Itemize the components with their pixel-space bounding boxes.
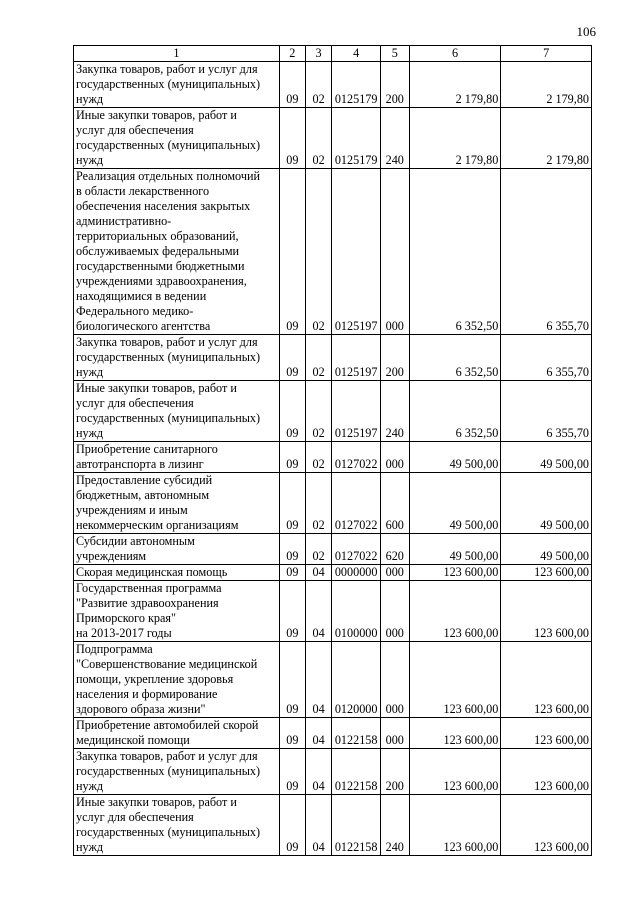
header-col-7: 7 [501, 46, 592, 62]
row-name-line: государственных (муниципальных) [76, 350, 261, 364]
row-name-line: Субсидии автономным [76, 534, 195, 548]
row-name-line: административно- [76, 214, 172, 228]
expense-type-code: 000 [380, 442, 409, 473]
subsection-code: 04 [305, 749, 332, 795]
table-row [74, 169, 592, 335]
target-article-code: 0127022 [332, 442, 380, 473]
expense-type-code: 200 [380, 749, 409, 795]
amount-col-6: 2 179,80 [409, 108, 501, 169]
target-article-code: 0100000 [332, 581, 380, 642]
amount-col-6: 49 500,00 [409, 442, 501, 473]
table-row [74, 795, 592, 856]
row-name-line: государственных (муниципальных) [76, 825, 261, 839]
amount-col-6: 123 600,00 [409, 795, 501, 856]
budget-table [73, 45, 592, 856]
amount-col-6: 6 352,50 [409, 335, 501, 381]
amount-col-7: 6 355,70 [501, 169, 592, 335]
target-article-code: 0125197 [332, 335, 380, 381]
row-name [74, 169, 280, 335]
section-code: 09 [279, 795, 305, 856]
row-name-line: услуг для обеспечения [76, 123, 194, 137]
row-name-line: Предоставление субсидий [76, 473, 213, 487]
subsection-code: 04 [305, 565, 332, 581]
row-name-line: учреждениями здравоохранения, [76, 274, 247, 288]
row-name [74, 642, 280, 718]
row-name-line: нужд [76, 840, 104, 854]
subsection-code: 02 [305, 534, 332, 565]
row-name [74, 795, 280, 856]
section-code: 09 [279, 335, 305, 381]
table-row [74, 749, 592, 795]
expense-type-code: 000 [380, 169, 409, 335]
row-name [74, 718, 280, 749]
target-article-code: 0122158 [332, 795, 380, 856]
row-name [74, 442, 280, 473]
amount-col-7: 49 500,00 [501, 442, 592, 473]
header-col-4: 4 [332, 46, 380, 62]
row-name-line: населения и формирование [76, 687, 218, 701]
subsection-code: 02 [305, 108, 332, 169]
row-name-line: Государственная программа [76, 581, 222, 595]
amount-col-6: 49 500,00 [409, 473, 501, 534]
row-name [74, 108, 280, 169]
amount-col-7: 123 600,00 [501, 581, 592, 642]
amount-col-7: 123 600,00 [501, 749, 592, 795]
section-code: 09 [279, 718, 305, 749]
subsection-code: 04 [305, 795, 332, 856]
row-name-line: государственными бюджетными [76, 259, 245, 273]
subsection-code: 02 [305, 473, 332, 534]
amount-col-7: 6 355,70 [501, 335, 592, 381]
subsection-code: 02 [305, 62, 332, 108]
section-code: 09 [279, 108, 305, 169]
amount-col-7: 123 600,00 [501, 642, 592, 718]
expense-type-code: 200 [380, 335, 409, 381]
target-article-code: 0127022 [332, 534, 380, 565]
row-name-line: государственных (муниципальных) [76, 764, 261, 778]
amount-col-7: 2 179,80 [501, 62, 592, 108]
table-row [74, 62, 592, 108]
expense-type-code: 240 [380, 108, 409, 169]
row-name-line: некоммерческим организациям [76, 518, 239, 532]
section-code: 09 [279, 565, 305, 581]
amount-col-6: 6 352,50 [409, 381, 501, 442]
section-code: 09 [279, 442, 305, 473]
amount-col-7: 49 500,00 [501, 473, 592, 534]
row-name-line: Приобретение санитарного [76, 442, 218, 456]
subsection-code: 02 [305, 381, 332, 442]
row-name-line: Приморского края" [76, 611, 176, 625]
row-name [74, 581, 280, 642]
subsection-code: 02 [305, 335, 332, 381]
target-article-code: 0000000 [332, 565, 380, 581]
header-col-6: 6 [409, 46, 501, 62]
target-article-code: 0125179 [332, 62, 380, 108]
section-code: 09 [279, 749, 305, 795]
amount-col-6: 123 600,00 [409, 718, 501, 749]
subsection-code: 04 [305, 642, 332, 718]
expense-type-code: 600 [380, 473, 409, 534]
row-name-line: "Совершенствование медицинской [76, 657, 258, 671]
target-article-code: 0125197 [332, 169, 380, 335]
expense-type-code: 200 [380, 62, 409, 108]
header-col-3: 3 [305, 46, 332, 62]
target-article-code: 0122158 [332, 718, 380, 749]
row-name-line: Скорая медицинская помощь [76, 565, 228, 579]
table-row [74, 108, 592, 169]
row-name-line: "Развитие здравоохранения [76, 596, 219, 610]
row-name-line: на 2013-2017 годы [76, 626, 172, 640]
row-name-line: государственных (муниципальных) [76, 77, 261, 91]
row-name-line: учреждениям и иным [76, 503, 188, 517]
table-row [74, 335, 592, 381]
row-name-line: медицинской помощи [76, 733, 190, 747]
subsection-code: 04 [305, 581, 332, 642]
row-name-line: Закупка товаров, работ и услуг для [76, 335, 258, 349]
row-name-line: Иные закупки товаров, работ и [76, 795, 237, 809]
header-col-2: 2 [279, 46, 305, 62]
amount-col-6: 2 179,80 [409, 62, 501, 108]
row-name-line: услуг для обеспечения [76, 396, 194, 410]
expense-type-code: 000 [380, 581, 409, 642]
target-article-code: 0127022 [332, 473, 380, 534]
amount-col-6: 123 600,00 [409, 749, 501, 795]
row-name-line: Иные закупки товаров, работ и [76, 381, 237, 395]
amount-col-7: 123 600,00 [501, 565, 592, 581]
row-name-line: нужд [76, 153, 104, 167]
row-name-line: нужд [76, 426, 104, 440]
expense-type-code: 620 [380, 534, 409, 565]
amount-col-6: 6 352,50 [409, 169, 501, 335]
row-name-line: Федерального медико- [76, 304, 194, 318]
row-name [74, 749, 280, 795]
amount-col-7: 6 355,70 [501, 381, 592, 442]
row-name-line: здорового образа жизни" [76, 702, 206, 716]
section-code: 09 [279, 642, 305, 718]
row-name-line: Подпрограмма [76, 642, 153, 656]
subsection-code: 04 [305, 718, 332, 749]
row-name-line: территориальных образований, [76, 229, 239, 243]
subsection-code: 02 [305, 169, 332, 335]
table-row [74, 473, 592, 534]
expense-type-code: 240 [380, 795, 409, 856]
row-name-line: нужд [76, 779, 104, 793]
header-col-1: 1 [74, 46, 280, 62]
row-name-line: автотранспорта в лизинг [76, 457, 204, 471]
amount-col-7: 123 600,00 [501, 718, 592, 749]
row-name-line: нужд [76, 92, 104, 106]
row-name-line: бюджетным, автономным [76, 488, 210, 502]
row-name-line: Иные закупки товаров, работ и [76, 108, 237, 122]
row-name-line: помощи, укрепление здоровья [76, 672, 234, 686]
row-name [74, 565, 280, 581]
page-number: 106 [576, 24, 596, 39]
row-name [74, 62, 280, 108]
table-row [74, 581, 592, 642]
expense-type-code: 000 [380, 642, 409, 718]
row-name-line: Приобретение автомобилей скорой [76, 718, 259, 732]
row-name-line: Реализация отдельных полномочий [76, 169, 261, 183]
header-row [74, 46, 592, 62]
table-row [74, 565, 592, 581]
row-name-line: учреждениям [76, 549, 147, 563]
row-name-line: в области лекарственного [76, 184, 210, 198]
subsection-code: 02 [305, 442, 332, 473]
row-name [74, 534, 280, 565]
amount-col-7: 49 500,00 [501, 534, 592, 565]
section-code: 09 [279, 534, 305, 565]
table-row [74, 534, 592, 565]
header-col-5: 5 [380, 46, 409, 62]
table-row [74, 381, 592, 442]
target-article-code: 0122158 [332, 749, 380, 795]
row-name-line: Закупка товаров, работ и услуг для [76, 749, 258, 763]
row-name-line: государственных (муниципальных) [76, 138, 261, 152]
row-name-line: обеспечения населения закрытых [76, 199, 251, 213]
row-name [74, 335, 280, 381]
target-article-code: 0125179 [332, 108, 380, 169]
section-code: 09 [279, 473, 305, 534]
table-row [74, 642, 592, 718]
target-article-code: 0120000 [332, 642, 380, 718]
amount-col-6: 123 600,00 [409, 581, 501, 642]
expense-type-code: 000 [380, 565, 409, 581]
row-name-line: нужд [76, 365, 104, 379]
expense-type-code: 000 [380, 718, 409, 749]
row-name-line: находящимися в ведении [76, 289, 207, 303]
section-code: 09 [279, 381, 305, 442]
row-name-line: обслуживаемых федеральными [76, 244, 240, 258]
expense-type-code: 240 [380, 381, 409, 442]
amount-col-7: 2 179,80 [501, 108, 592, 169]
row-name-line: государственных (муниципальных) [76, 411, 261, 425]
section-code: 09 [279, 62, 305, 108]
table-row [74, 718, 592, 749]
amount-col-6: 123 600,00 [409, 642, 501, 718]
table-row [74, 442, 592, 473]
amount-col-6: 49 500,00 [409, 534, 501, 565]
amount-col-6: 123 600,00 [409, 565, 501, 581]
section-code: 09 [279, 169, 305, 335]
target-article-code: 0125197 [332, 381, 380, 442]
row-name-line: Закупка товаров, работ и услуг для [76, 62, 258, 76]
row-name [74, 473, 280, 534]
amount-col-7: 123 600,00 [501, 795, 592, 856]
row-name-line: услуг для обеспечения [76, 810, 194, 824]
row-name-line: биологического агентства [76, 319, 211, 333]
row-name [74, 381, 280, 442]
section-code: 09 [279, 581, 305, 642]
